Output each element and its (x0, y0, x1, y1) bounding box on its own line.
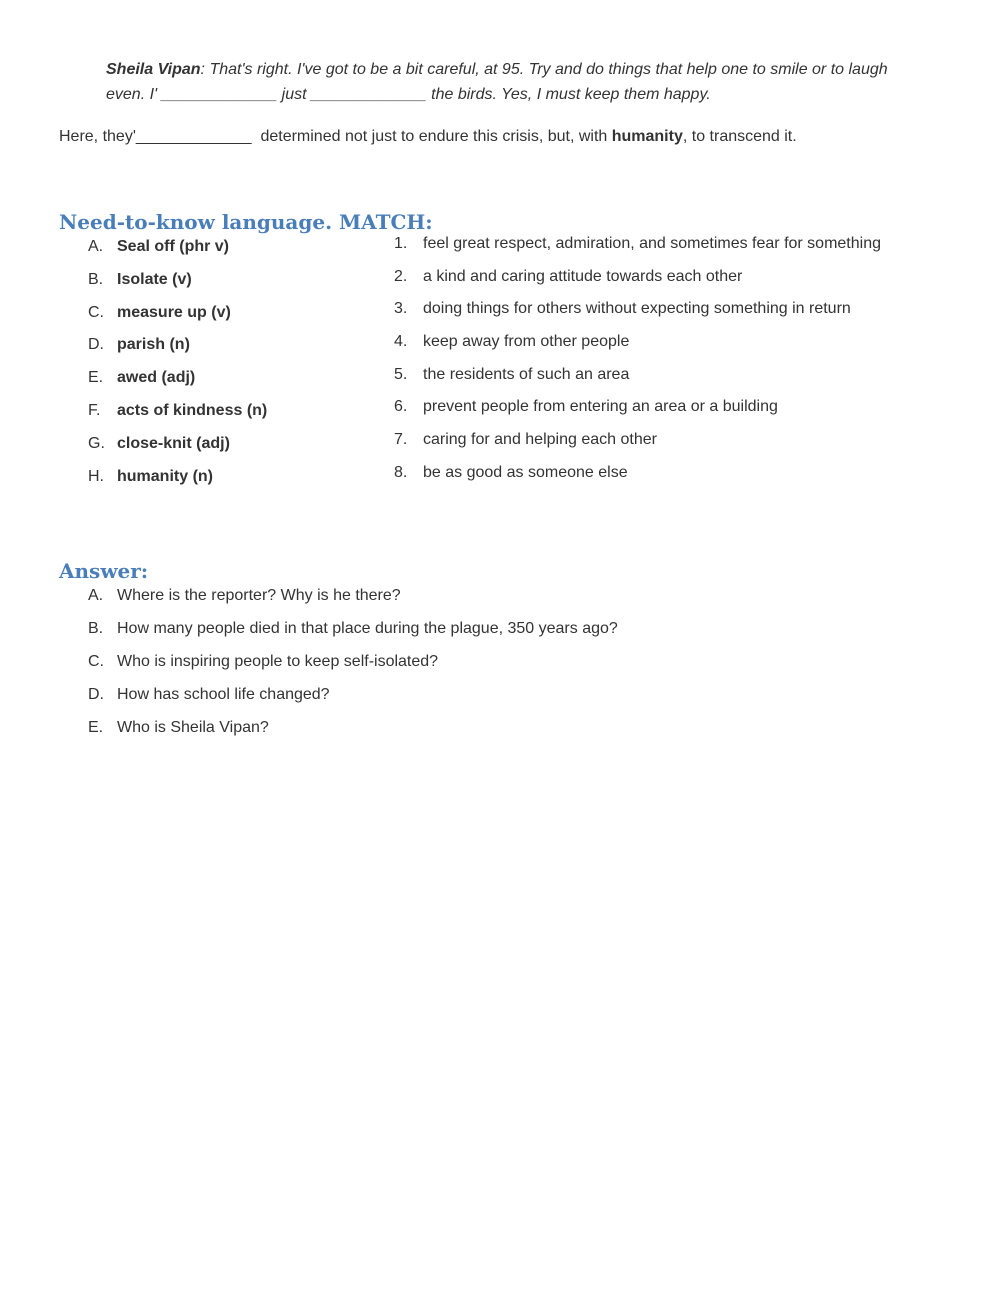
definition-text: keep away from other people (423, 333, 630, 351)
term-item (88, 238, 267, 271)
term-text: awed (adj) (117, 369, 196, 387)
quote-text-2: just (277, 86, 312, 103)
term-item (88, 271, 267, 304)
definition-text: caring for and helping each other (423, 431, 657, 449)
question-text: How has school life changed? (117, 685, 330, 703)
definition-item (394, 366, 881, 399)
definition-text: be as good as someone else (423, 463, 628, 481)
term-item (88, 336, 267, 369)
question-item (88, 620, 618, 653)
definition-item (394, 398, 881, 431)
question-list (88, 587, 618, 751)
term-letter: D. (88, 336, 104, 354)
question-item (88, 587, 618, 620)
question-text: Who is inspiring people to keep self-isolated? (117, 652, 439, 670)
definition-item (394, 431, 881, 464)
question-letter: A. (88, 587, 104, 604)
definition-number: 7. (394, 431, 408, 449)
definition-number: 5. (394, 365, 408, 383)
quote-paragraph (106, 57, 906, 107)
para-text-3: , to transcend it. (682, 128, 797, 145)
quote-blank-1[interactable]: _____________ (161, 86, 278, 103)
definition-text: the residents of such an area (423, 365, 630, 383)
definition-item (394, 268, 881, 301)
quote-blank-2[interactable]: _____________ (311, 86, 427, 103)
speaker-name: Sheila Vipan (106, 61, 201, 78)
quote-text-3: the birds. Yes, I must keep them happy. (426, 86, 711, 103)
para-bold-word: humanity (611, 128, 683, 145)
definition-number: 1. (394, 235, 408, 252)
definition-item (394, 300, 881, 333)
question-item (88, 653, 618, 686)
quote-text-1: : That's right. I've got to be a bit careful, at 95. Try and do things that help one to smile or to laugh even. I' (106, 61, 888, 103)
summary-paragraph (59, 125, 939, 149)
definition-item (394, 333, 881, 366)
definition-item (394, 464, 881, 497)
definition-text: a kind and caring attitude towards each other (423, 267, 743, 285)
para-blank[interactable]: _____________ (135, 128, 252, 145)
term-letter: B. (88, 270, 104, 288)
term-text: humanity (n) (117, 467, 213, 485)
question-letter: E. (88, 718, 104, 736)
term-text: close-knit (adj) (117, 434, 230, 452)
question-letter: C. (88, 652, 104, 670)
term-item (88, 304, 267, 337)
definition-number: 3. (394, 300, 408, 318)
definition-text: doing things for others without expecting something in return (423, 300, 851, 318)
definition-text: feel great respect, admiration, and sometimes fear for something (423, 235, 881, 252)
term-letter: C. (88, 303, 104, 321)
term-item (88, 369, 267, 402)
match-heading: Need-to-know language. MATCH: (59, 210, 433, 234)
term-letter: F. (88, 401, 101, 419)
question-text: Where is the reporter? Why is he there? (117, 587, 401, 604)
term-item (88, 435, 267, 468)
term-letter: G. (88, 434, 105, 452)
definition-number: 6. (394, 398, 408, 416)
term-text: measure up (v) (117, 303, 231, 321)
definition-number: 2. (394, 267, 408, 285)
term-letter: E. (88, 369, 104, 387)
question-item (88, 686, 618, 719)
term-letter: H. (88, 467, 104, 485)
definition-list (394, 235, 881, 497)
term-list (88, 238, 267, 500)
term-text: Seal off (phr v) (117, 238, 230, 255)
para-text-1: Here, they' (59, 128, 136, 145)
term-letter: A. (88, 238, 104, 255)
definition-item (394, 235, 881, 268)
question-text: How many people died in that place during the plague, 350 years ago? (117, 619, 618, 637)
definition-number: 8. (394, 463, 408, 481)
term-item (88, 402, 267, 435)
para-text-2: determined not just to endure this crisis, but, with (251, 128, 612, 145)
question-letter: D. (88, 685, 104, 703)
definition-text: prevent people from entering an area or a building (423, 398, 778, 416)
term-item (88, 468, 267, 501)
question-item (88, 719, 618, 752)
term-text: parish (n) (117, 336, 190, 354)
question-letter: B. (88, 619, 104, 637)
definition-number: 4. (394, 333, 408, 351)
question-text: Who is Sheila Vipan? (117, 718, 269, 736)
answer-heading: Answer: (59, 559, 149, 583)
term-text: acts of kindness (n) (117, 401, 268, 419)
term-text: Isolate (v) (117, 270, 192, 288)
